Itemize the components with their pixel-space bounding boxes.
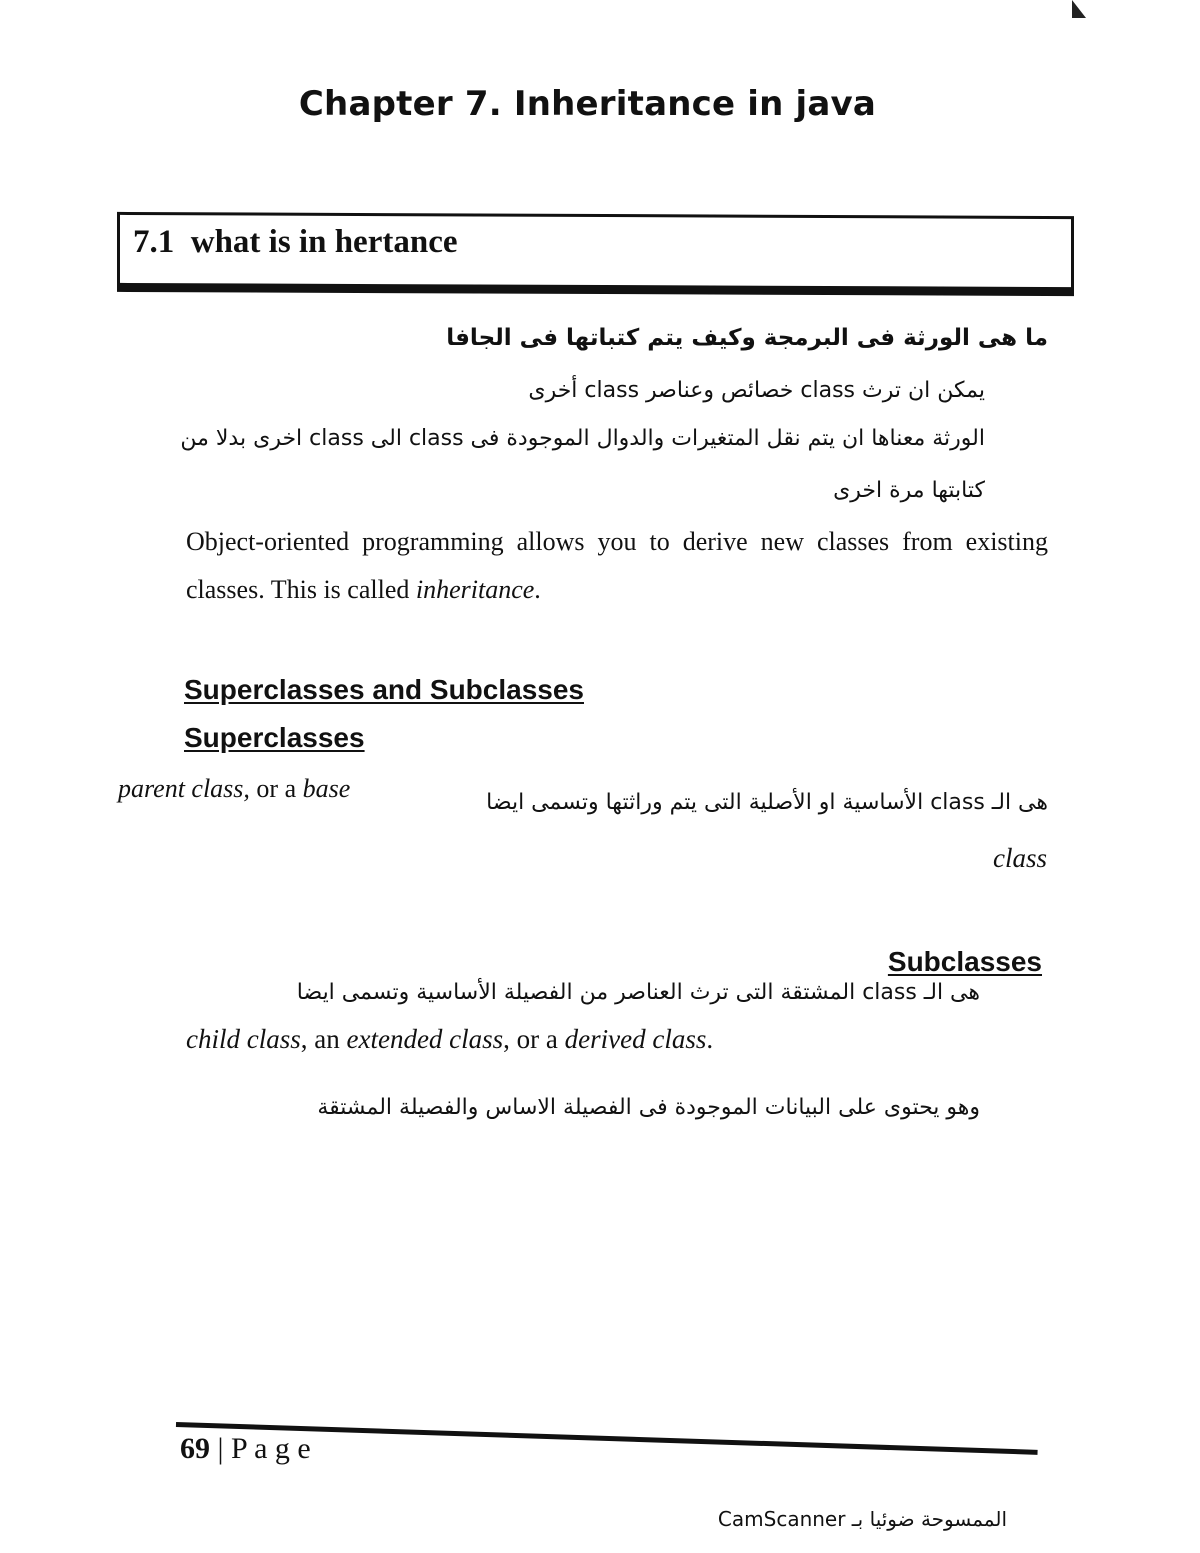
intro-paragraph-end: . (534, 575, 541, 604)
heading-superclasses: Superclasses (184, 722, 365, 753)
subclasses-end: . (706, 1024, 714, 1054)
subclasses-arabic-definition: هى الـ class المشتقة التى ترث العناصر من الفصيلة الأساسية وتسمى ايضا (296, 980, 980, 1005)
superclasses-or: or a (249, 774, 303, 803)
intro-paragraph (186, 518, 1048, 614)
camscanner-watermark: الممسوحة ضوئيا بـ CamScanner (717, 1507, 1007, 1531)
parent-class-term: parent class, (118, 774, 250, 803)
subclasses-arabic-contents: وهو يحتوى على البيانات الموجودة فى الفصيلة الاساس والفصيلة المشتقة (317, 1095, 980, 1120)
section-title (133, 224, 458, 261)
arabic-question: ما هى الورثة فى البرمجة وكيف يتم كتباتها فى الجافا (446, 325, 1048, 351)
subclasses-english-names (186, 1024, 713, 1055)
derived-class-term: derived class (564, 1024, 707, 1054)
intro-paragraph-text: Object-oriented programming allows you to derive new classes from existing classes. This is called (186, 527, 1048, 604)
arabic-intro-line-3: كتابتها مرة اخرى (833, 478, 985, 503)
page-separator: | (210, 1432, 232, 1465)
page-number-value: 69 (180, 1432, 210, 1465)
child-class-term: child class (186, 1024, 301, 1054)
page-corner-mark (1072, 0, 1086, 18)
heading-superclasses-and-subclasses: Superclasses and Subclasses (184, 674, 584, 705)
subclasses-sep-1: , an (300, 1024, 347, 1054)
base-term: base (302, 774, 351, 803)
superclasses-arabic-definition: هى الـ class الأساسية او الأصلية التى يتم وراثتها وتسمى ايضا (486, 790, 1048, 815)
arabic-intro-line-1: يمكن ان ترث class خصائص وعناصر class أخرى (528, 378, 985, 403)
extended-class-term: extended class (346, 1024, 504, 1054)
section-number: 7.1 (133, 224, 175, 260)
chapter-title: Chapter 7. Inheritance in java (298, 84, 877, 124)
subclasses-sep-2: , or a (503, 1024, 565, 1054)
superclasses-continuation: class (993, 843, 1047, 873)
heading-subclasses: Subclasses (887, 946, 1042, 977)
arabic-intro-line-2: الورثة معناها ان يتم نقل المتغيرات والدوال الموجودة فى class الى class اخرى بدلا من (180, 426, 985, 451)
page-number (180, 1432, 311, 1466)
superclasses-english-names (118, 774, 350, 804)
page-label: P a g e (231, 1432, 311, 1465)
inheritance-term: inheritance (415, 575, 535, 604)
section-title-text: what is in hertance (190, 224, 458, 260)
